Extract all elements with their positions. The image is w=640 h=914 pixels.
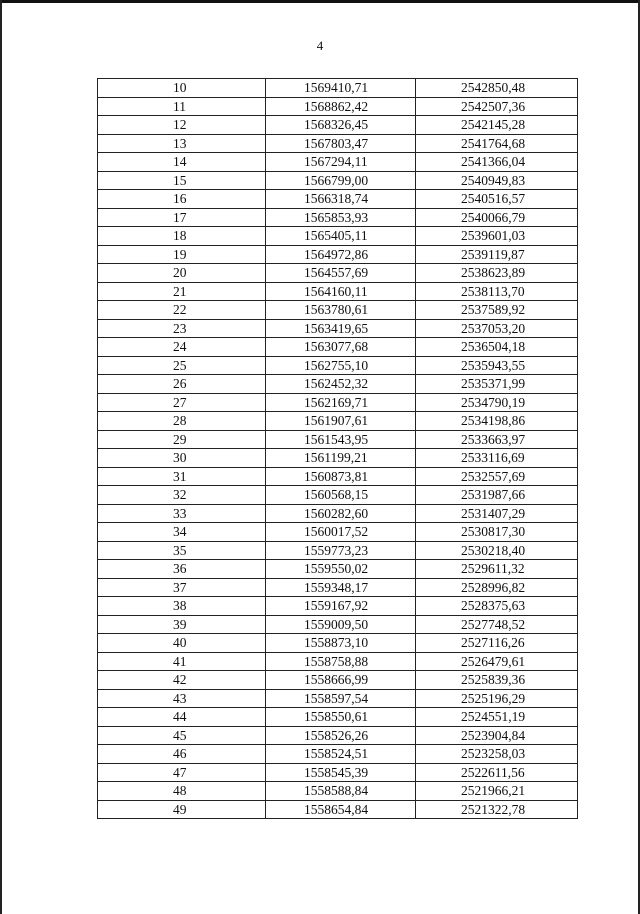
point-number-cell: 29: [98, 430, 266, 449]
y-coordinate-cell: 2541366,04: [416, 153, 578, 172]
y-coordinate-cell: 2539119,87: [416, 245, 578, 264]
y-coordinate-cell: 2540066,79: [416, 208, 578, 227]
y-coordinate-cell: 2525839,36: [416, 671, 578, 690]
y-coordinate-cell: 2528375,63: [416, 597, 578, 616]
table-row: [98, 208, 578, 227]
x-coordinate-cell: 1559009,50: [266, 615, 416, 634]
table-row: [98, 97, 578, 116]
table-row: [98, 171, 578, 190]
table-row: [98, 430, 578, 449]
table-row: [98, 338, 578, 357]
x-coordinate-cell: 1560873,81: [266, 467, 416, 486]
table-row: [98, 245, 578, 264]
point-number-cell: 11: [98, 97, 266, 116]
table-row: [98, 763, 578, 782]
x-coordinate-cell: 1565405,11: [266, 227, 416, 246]
point-number-cell: 35: [98, 541, 266, 560]
point-number-cell: 37: [98, 578, 266, 597]
point-number-cell: 21: [98, 282, 266, 301]
point-number-cell: 48: [98, 782, 266, 801]
point-number-cell: 46: [98, 745, 266, 764]
point-number-cell: 43: [98, 689, 266, 708]
y-coordinate-cell: 2542145,28: [416, 116, 578, 135]
point-number-cell: 42: [98, 671, 266, 690]
point-number-cell: 28: [98, 412, 266, 431]
point-number-cell: 10: [98, 79, 266, 98]
y-coordinate-cell: 2541764,68: [416, 134, 578, 153]
x-coordinate-cell: 1567294,11: [266, 153, 416, 172]
point-number-cell: 40: [98, 634, 266, 653]
point-number-cell: 32: [98, 486, 266, 505]
point-number-cell: 41: [98, 652, 266, 671]
table-row: [98, 282, 578, 301]
table-row: [98, 745, 578, 764]
table-row: [98, 689, 578, 708]
y-coordinate-cell: 2530817,30: [416, 523, 578, 542]
table-row: [98, 134, 578, 153]
y-coordinate-cell: 2528996,82: [416, 578, 578, 597]
x-coordinate-cell: 1560568,15: [266, 486, 416, 505]
point-number-cell: 18: [98, 227, 266, 246]
x-coordinate-cell: 1562755,10: [266, 356, 416, 375]
x-coordinate-cell: 1560017,52: [266, 523, 416, 542]
point-number-cell: 39: [98, 615, 266, 634]
point-number-cell: 20: [98, 264, 266, 283]
point-number-cell: 38: [98, 597, 266, 616]
table-row: [98, 504, 578, 523]
y-coordinate-cell: 2531987,66: [416, 486, 578, 505]
table-row: [98, 541, 578, 560]
x-coordinate-cell: 1568862,42: [266, 97, 416, 116]
table-row: [98, 708, 578, 727]
table-row: [98, 301, 578, 320]
table-row: [98, 449, 578, 468]
x-coordinate-cell: 1566318,74: [266, 190, 416, 209]
x-coordinate-cell: 1558526,26: [266, 726, 416, 745]
x-coordinate-cell: 1569410,71: [266, 79, 416, 98]
x-coordinate-cell: 1558545,39: [266, 763, 416, 782]
x-coordinate-cell: 1564160,11: [266, 282, 416, 301]
y-coordinate-cell: 2523258,03: [416, 745, 578, 764]
y-coordinate-cell: 2533663,97: [416, 430, 578, 449]
y-coordinate-cell: 2542507,36: [416, 97, 578, 116]
y-coordinate-cell: 2530218,40: [416, 541, 578, 560]
y-coordinate-cell: 2527116,26: [416, 634, 578, 653]
y-coordinate-cell: 2532557,69: [416, 467, 578, 486]
point-number-cell: 44: [98, 708, 266, 727]
y-coordinate-cell: 2531407,29: [416, 504, 578, 523]
x-coordinate-cell: 1560282,60: [266, 504, 416, 523]
y-coordinate-cell: 2521322,78: [416, 800, 578, 819]
x-coordinate-cell: 1558597,54: [266, 689, 416, 708]
y-coordinate-cell: 2533116,69: [416, 449, 578, 468]
x-coordinate-cell: 1559167,92: [266, 597, 416, 616]
point-number-cell: 36: [98, 560, 266, 579]
table-row: [98, 116, 578, 135]
x-coordinate-cell: 1559348,17: [266, 578, 416, 597]
coordinates-table: [97, 78, 578, 819]
x-coordinate-cell: 1559773,23: [266, 541, 416, 560]
y-coordinate-cell: 2525196,29: [416, 689, 578, 708]
y-coordinate-cell: 2534198,86: [416, 412, 578, 431]
table-row: [98, 560, 578, 579]
table-row: [98, 597, 578, 616]
point-number-cell: 31: [98, 467, 266, 486]
y-coordinate-cell: 2527748,52: [416, 615, 578, 634]
point-number-cell: 13: [98, 134, 266, 153]
table-row: [98, 393, 578, 412]
x-coordinate-cell: 1558550,61: [266, 708, 416, 727]
y-coordinate-cell: 2526479,61: [416, 652, 578, 671]
coordinates-table-body: [98, 79, 578, 819]
x-coordinate-cell: 1562169,71: [266, 393, 416, 412]
table-row: [98, 615, 578, 634]
table-row: [98, 264, 578, 283]
table-row: [98, 153, 578, 172]
x-coordinate-cell: 1563419,65: [266, 319, 416, 338]
y-coordinate-cell: 2521966,21: [416, 782, 578, 801]
table-row: [98, 190, 578, 209]
y-coordinate-cell: 2540516,57: [416, 190, 578, 209]
table-row: [98, 634, 578, 653]
y-coordinate-cell: 2524551,19: [416, 708, 578, 727]
y-coordinate-cell: 2535371,99: [416, 375, 578, 394]
table-row: [98, 578, 578, 597]
table-row: [98, 652, 578, 671]
point-number-cell: 19: [98, 245, 266, 264]
x-coordinate-cell: 1565853,93: [266, 208, 416, 227]
table-row: [98, 726, 578, 745]
y-coordinate-cell: 2536504,18: [416, 338, 578, 357]
x-coordinate-cell: 1558758,88: [266, 652, 416, 671]
y-coordinate-cell: 2535943,55: [416, 356, 578, 375]
x-coordinate-cell: 1561907,61: [266, 412, 416, 431]
point-number-cell: 15: [98, 171, 266, 190]
y-coordinate-cell: 2538623,89: [416, 264, 578, 283]
point-number-cell: 26: [98, 375, 266, 394]
scan-edge-left: [0, 0, 2, 914]
point-number-cell: 27: [98, 393, 266, 412]
table-row: [98, 671, 578, 690]
point-number-cell: 30: [98, 449, 266, 468]
table-row: [98, 375, 578, 394]
point-number-cell: 49: [98, 800, 266, 819]
y-coordinate-cell: 2537589,92: [416, 301, 578, 320]
y-coordinate-cell: 2522611,56: [416, 763, 578, 782]
point-number-cell: 16: [98, 190, 266, 209]
point-number-cell: 47: [98, 763, 266, 782]
x-coordinate-cell: 1561543,95: [266, 430, 416, 449]
y-coordinate-cell: 2537053,20: [416, 319, 578, 338]
x-coordinate-cell: 1564972,86: [266, 245, 416, 264]
y-coordinate-cell: 2542850,48: [416, 79, 578, 98]
table-row: [98, 319, 578, 338]
x-coordinate-cell: 1564557,69: [266, 264, 416, 283]
table-row: [98, 486, 578, 505]
point-number-cell: 14: [98, 153, 266, 172]
y-coordinate-cell: 2540949,83: [416, 171, 578, 190]
x-coordinate-cell: 1561199,21: [266, 449, 416, 468]
x-coordinate-cell: 1558524,51: [266, 745, 416, 764]
x-coordinate-cell: 1563077,68: [266, 338, 416, 357]
table-row: [98, 356, 578, 375]
x-coordinate-cell: 1566799,00: [266, 171, 416, 190]
table-row: [98, 467, 578, 486]
point-number-cell: 45: [98, 726, 266, 745]
x-coordinate-cell: 1567803,47: [266, 134, 416, 153]
page-number: 4: [316, 38, 324, 53]
point-number-cell: 33: [98, 504, 266, 523]
x-coordinate-cell: 1563780,61: [266, 301, 416, 320]
scan-edge-top: [0, 0, 640, 3]
point-number-cell: 34: [98, 523, 266, 542]
table-row: [98, 79, 578, 98]
y-coordinate-cell: 2539601,03: [416, 227, 578, 246]
point-number-cell: 17: [98, 208, 266, 227]
table-row: [98, 782, 578, 801]
table-row: [98, 412, 578, 431]
x-coordinate-cell: 1558666,99: [266, 671, 416, 690]
table-row: [98, 800, 578, 819]
y-coordinate-cell: 2529611,32: [416, 560, 578, 579]
point-number-cell: 24: [98, 338, 266, 357]
point-number-cell: 25: [98, 356, 266, 375]
x-coordinate-cell: 1559550,02: [266, 560, 416, 579]
table-row: [98, 523, 578, 542]
y-coordinate-cell: 2523904,84: [416, 726, 578, 745]
point-number-cell: 12: [98, 116, 266, 135]
point-number-cell: 23: [98, 319, 266, 338]
x-coordinate-cell: 1562452,32: [266, 375, 416, 394]
x-coordinate-cell: 1558588,84: [266, 782, 416, 801]
point-number-cell: 22: [98, 301, 266, 320]
y-coordinate-cell: 2534790,19: [416, 393, 578, 412]
table-row: [98, 227, 578, 246]
x-coordinate-cell: 1558873,10: [266, 634, 416, 653]
y-coordinate-cell: 2538113,70: [416, 282, 578, 301]
x-coordinate-cell: 1568326,45: [266, 116, 416, 135]
x-coordinate-cell: 1558654,84: [266, 800, 416, 819]
